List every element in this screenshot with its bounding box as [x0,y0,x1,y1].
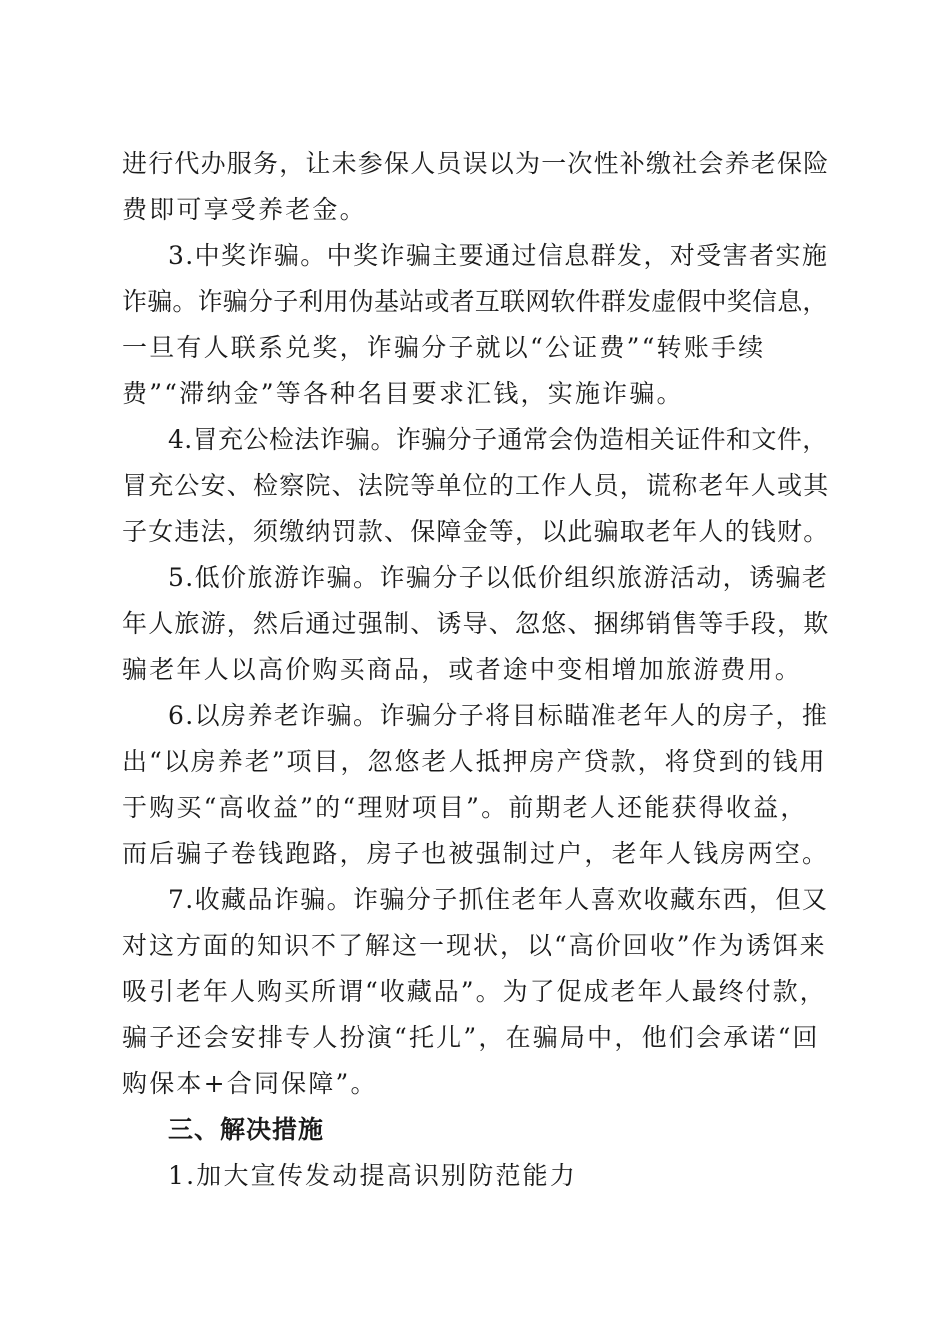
text-line: 子女违法，须缴纳罚款、保障金等，以此骗取老年人的钱财。 [122,517,830,546]
text-line: 费即可享受养老金。 [122,195,367,224]
text-line: 于购买“高收益”的“理财项目”。前期老人还能获得收益， [122,793,808,822]
list-item-5: 5.低价旅游诈骗。诈骗分子以低价组织旅游活动，诱骗老 [168,563,829,592]
text-line: 而后骗子卷钱跑路，房子也被强制过户，老年人钱房两空。 [122,839,830,868]
list-item-7: 7.收藏品诈骗。诈骗分子抓住老年人喜欢收藏东西，但又 [168,885,829,914]
text-line: 冒充公安、检察院、法院等单位的工作人员，谎称老年人或其 [122,471,830,500]
text-line: 骗老年人以高价购买商品，或者途中变相增加旅游费用。 [122,655,803,684]
text-line: 骗子还会安排专人扮演“托儿”，在骗局中，他们会承诺“回 [122,1023,820,1052]
text-line: 吸引老年人购买所谓“收藏品”。为了促成老年人最终付款， [122,977,827,1006]
list-item-3: 3.中奖诈骗。中奖诈骗主要通过信息群发，对受害者实施 [168,241,829,270]
text-line: 购保本+合同保障”。 [122,1069,378,1098]
text-line: 一旦有人联系兑奖，诈骗分子就以“公证费”“转账手续 [122,333,766,362]
subsection-heading: 1.加大宣传发动提高识别防范能力 [168,1161,578,1190]
text-line: 年人旅游，然后通过强制、诱导、忽悠、捆绑销售等手段，欺 [122,609,830,638]
text-line: 诈骗。诈骗分子利用伪基站或者互联网软件群发虚假中奖信息， [122,287,828,316]
text-line: 出“以房养老”项目，忽悠老人抵押房产贷款，将贷到的钱用 [122,747,827,776]
list-item-6: 6.以房养老诈骗。诈骗分子将目标瞄准老年人的房子，推 [168,701,829,730]
text-line: 对这方面的知识不了解这一现状，以“高价回收”作为诱饵来 [122,931,827,960]
text-line: 费”“滞纳金”等各种名目要求汇钱，实施诈骗。 [122,379,684,408]
list-item-4: 4.冒充公检法诈骗。诈骗分子通常会伪造相关证件和文件， [168,425,828,454]
section-heading: 三、解决措施 [168,1115,325,1144]
text-line: 进行代办服务，让未参保人员误以为一次性补缴社会养老保险 [122,149,830,178]
